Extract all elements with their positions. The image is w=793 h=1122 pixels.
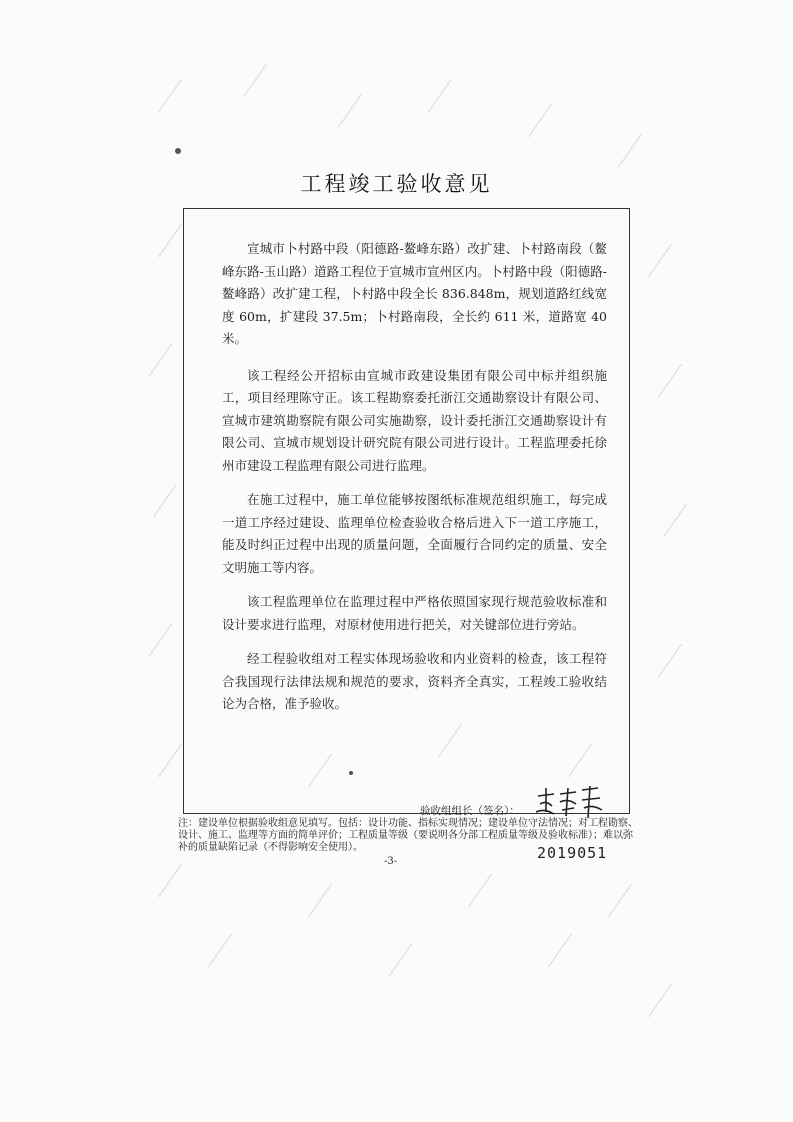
opinion-body (222, 238, 607, 728)
paragraph-construction-process: 在施工过程中，施工单位能够按图纸标准规范组织施工，每完成一道工序经过建设、监理单位检查验收合格后进入下一道工序施工，能及时纠正过程中出现的质量问题，全面履行合同约定的质量、安全文明施工等内容。 (222, 492, 607, 575)
speck-mark (175, 148, 181, 154)
stamp-number: 2019051 (537, 844, 608, 862)
paragraph-project-scope: 宣城市卜村路中段（阳德路-鳌峰东路）改扩建、卜村路南段（鳌峰东路-玉山路）道路工程位于宣城市宣州区内。卜村路中段（阳德路-鳌峰路）改扩建工程，卜村路中段全长 836.848m，规划道路红线宽度 60m，扩建段 37.5m；卜村路南段，全长约 611 米，道路宽 40 米。 (222, 241, 607, 346)
page-title: 工程竣工验收意见 (300, 172, 493, 196)
footnote: 注：建设单位根据验收组意见填写。包括：设计功能、指标实现情况；建设单位守法情况；对工程勘察、设计、施工、监理等方面的简单评价；工程质量等级（要说明各分部工程质量等级及验收标准）；难以弥补的质量缺陷记录（不得影响安全使用）。 (178, 818, 638, 853)
page-number: -3- (384, 856, 398, 867)
sign-label: 验收组组长（签名）： (420, 805, 520, 817)
handwritten-signature (532, 782, 612, 822)
paragraph-conclusion: 经工程验收组对工程实体现场验收和内业资料的检查，该工程符合我国现行法律法规和规范的要求，资料齐全真实，工程竣工验收结论为合格，准予验收。 (222, 651, 607, 711)
paragraph-supervision: 该工程监理单位在监理过程中严格依照国家现行规范验收标准和设计要求进行监理，对原材使用进行把关，对关键部位进行旁站。 (222, 594, 607, 632)
paragraph-contractors: 该工程经公开招标由宣城市政建设集团有限公司中标并组织施工，项目经理陈守正。该工程勘察委托浙江交通勘察设计有限公司、宣城市建筑勘察院有限公司实施勘察，设计委托浙江交通勘察设计有限公司、宣城市规划设计研究院有限公司进行设计。工程监理委托徐州市建设工程监理有限公司进行监理。 (222, 367, 607, 473)
